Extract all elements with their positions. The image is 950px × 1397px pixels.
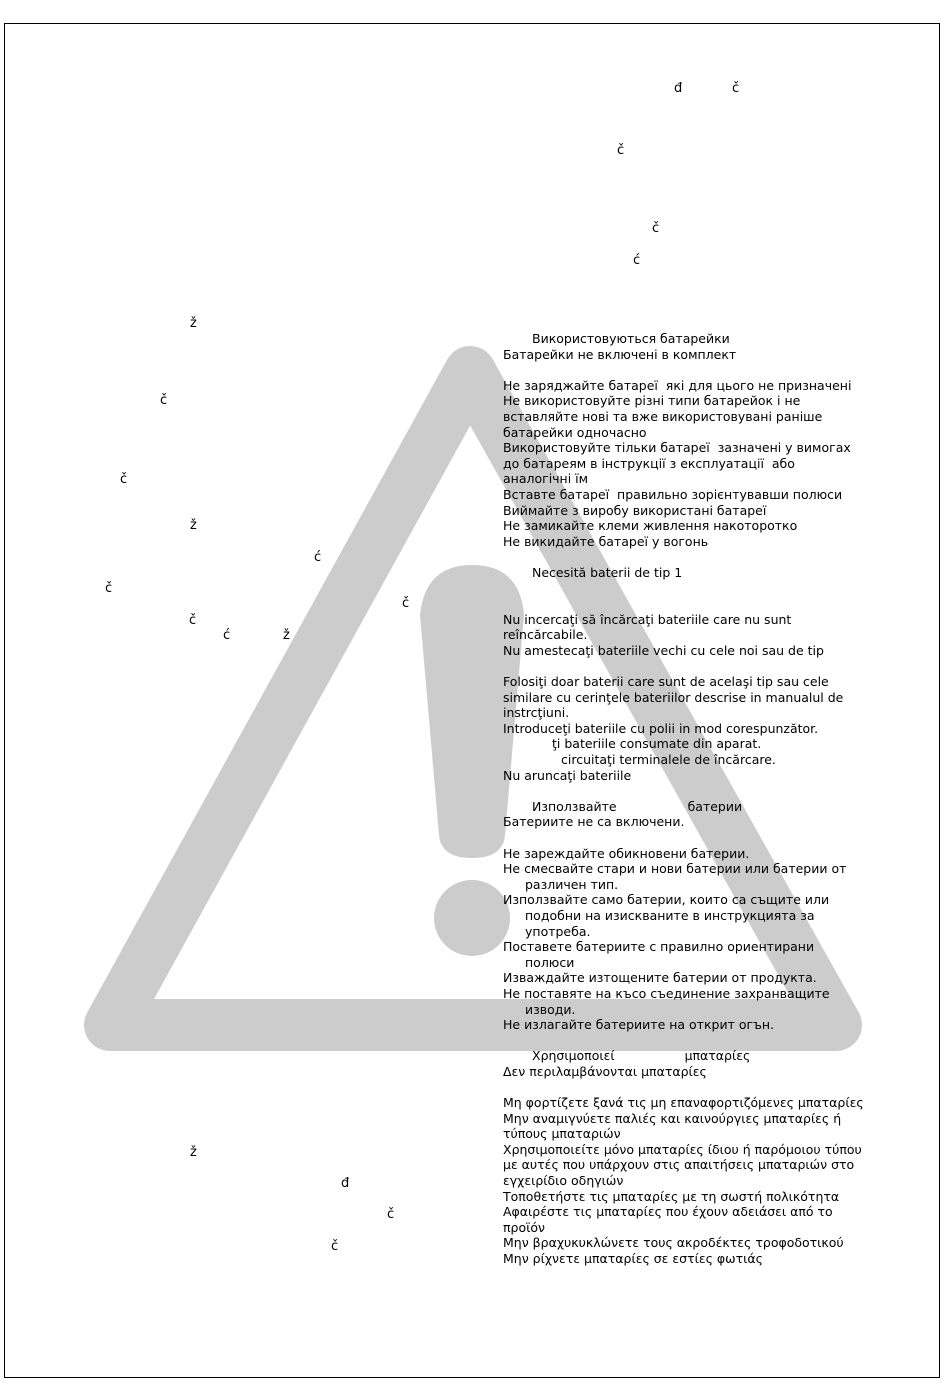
instruction-line: аналогічні їм xyxy=(503,471,589,487)
stray-glyph: ž xyxy=(190,1145,197,1160)
instruction-line: изводи. xyxy=(525,1001,576,1017)
instruction-line: Не смесвайте стари и нови батерии или батерии от xyxy=(503,861,847,877)
section-heading: Necesită baterii de tip 1 xyxy=(532,564,683,580)
not-included-note: Батарейки не включені в комплект xyxy=(503,346,737,362)
instruction-line: τύπους μπαταριών xyxy=(503,1126,621,1142)
instruction-line: Nu incercaţi să încărcaţi bateriile care nu sunt xyxy=(503,611,792,627)
instruction-line: Μην αναμιγνύετε παλιές και καινούργιες μπαταρίες ή xyxy=(503,1110,842,1126)
instruction-line: до батареям в інструкції з експлуатації або xyxy=(503,455,795,471)
instruction-line: Вставте батареї правильно зорієнтувавши полюси xyxy=(503,486,843,502)
stray-glyph: č xyxy=(120,472,128,487)
instruction-line: вставляйте нові та вже використовувані раніше xyxy=(503,408,823,424)
section-romanian xyxy=(503,565,873,783)
stray-glyph: č xyxy=(331,1239,339,1254)
stray-glyph: č xyxy=(617,143,625,158)
heading-right: μπαταρίες xyxy=(684,1048,751,1064)
stray-glyph: ć xyxy=(223,628,231,643)
stray-glyph: č xyxy=(732,81,740,96)
instruction-line: Не замикайте клеми живлення накоторотко xyxy=(503,518,798,534)
stray-glyph: đ xyxy=(341,1176,350,1191)
instruction-line: различен тип. xyxy=(525,876,619,892)
instruction-line: Не викидайте батареї у вогонь xyxy=(503,533,709,549)
stray-glyph: č xyxy=(402,596,410,611)
stray-glyph: č xyxy=(105,581,113,596)
section-heading xyxy=(503,799,873,815)
instruction-line: ţi bateriile consumate din aparat. xyxy=(552,736,762,752)
instruction-line: батарейки одночасно xyxy=(503,424,647,440)
heading-right: батерии xyxy=(687,798,743,814)
instruction-line: Nu amestecaţi bateriile vechi cu cele noi sau de tip xyxy=(503,642,824,658)
instruction-line: Χρησιμοποιείτε μόνο μπαταρίες ίδιου ή παρόμοιου τύπου xyxy=(503,1141,862,1157)
stray-glyph: ž xyxy=(190,316,197,331)
instruction-line: Виймайте з виробу використані батареї xyxy=(503,502,767,518)
section-ukrainian xyxy=(503,331,873,549)
section-heading: Використовуються батарейки xyxy=(532,331,730,346)
instruction-line: Μη φορτίζετε ξανά τις μη επαναφορτιζόμενες μπαταρίες xyxy=(503,1095,864,1111)
stray-glyph: č xyxy=(160,393,168,408)
instruction-line: circuitaţi terminalele de încărcare. xyxy=(561,752,776,768)
instruction-line: similare cu cerinţele bateriilor descrise in manualul de xyxy=(503,689,844,705)
instruction-line: Τοποθετήστε τις μπαταρίες με τη σωστή πολικότητα xyxy=(503,1188,840,1204)
stray-glyph: č xyxy=(652,221,660,236)
instruction-line: reîncărcabile. xyxy=(503,627,588,643)
section-greek xyxy=(503,1048,873,1266)
instruction-line: полюси xyxy=(525,954,575,970)
stray-glyph: ć xyxy=(633,253,641,268)
instruction-line: употреба. xyxy=(525,923,591,939)
instruction-line: Използвайте само батерии, които са същите или xyxy=(503,892,830,908)
instruction-line: Изваждайте изтощените батерии от продукта. xyxy=(503,970,817,986)
instruction-line: Folosiţi doar baterii care sunt de acelaşi tip sau cele xyxy=(503,674,829,690)
instruction-line: Поставете батериите с правилно ориентирани xyxy=(503,939,815,955)
instruction-line: Не використовуйте різні типи батарейок і не xyxy=(503,393,801,409)
instruction-line: Introduceţi bateriile cu polii in mod corespunzător. xyxy=(503,720,819,736)
instruction-line: Використовуйте тільки батареї зазначені у вимогах xyxy=(503,440,851,456)
instruction-line: Не зареждайте обикновени батерии. xyxy=(503,845,750,861)
section-heading xyxy=(503,1048,873,1064)
heading-left: Използвайте xyxy=(532,798,617,814)
not-included-note: Δεν περιλαμβάνονται μπαταρίες xyxy=(503,1063,707,1079)
instruction-line: Не заряджайте батареї які для цього не призначені xyxy=(503,377,852,393)
not-included-note: Батериите не са включени. xyxy=(503,814,685,830)
stray-glyph: ć xyxy=(314,550,322,565)
instruction-line: Не излагайте батериите на открит огън. xyxy=(503,1017,775,1033)
instruction-line: προϊόν xyxy=(503,1219,545,1235)
stray-glyph: ž xyxy=(283,628,290,643)
instruction-line: Nu aruncaţi bateriile xyxy=(503,767,632,783)
instruction-line: Αφαιρέστε τις μπαταρίες που έχουν αδειάσει από το xyxy=(503,1204,833,1220)
section-bulgarian xyxy=(503,799,873,1033)
instruction-line: подобни на изискваните в инструкцията за xyxy=(525,907,815,923)
instruction-line: με αυτές που υπάρχουν στις απαιτήσεις μπαταριών στο xyxy=(503,1157,855,1173)
instruction-line: Не поставяте на късо съединение захранващите xyxy=(503,985,830,1001)
battery-instructions xyxy=(503,331,873,1267)
stray-glyph: ž xyxy=(190,518,197,533)
stray-glyph: č xyxy=(387,1207,395,1222)
instruction-line: Μην ρίχνετε μπαταρίες σε εστίες φωτιάς xyxy=(503,1251,763,1267)
heading-left: Χρησιμοποιεί xyxy=(532,1048,615,1064)
instruction-line: instrcţiuni. xyxy=(503,705,570,721)
stray-glyph: č xyxy=(189,613,197,628)
instruction-line: Μην βραχυκυκλώνετε τους ακροδέκτες τροφοδοτικού xyxy=(503,1235,844,1251)
stray-glyph: đ xyxy=(674,81,683,96)
instruction-line: εγχειρίδιο οδηγιών xyxy=(503,1173,624,1189)
